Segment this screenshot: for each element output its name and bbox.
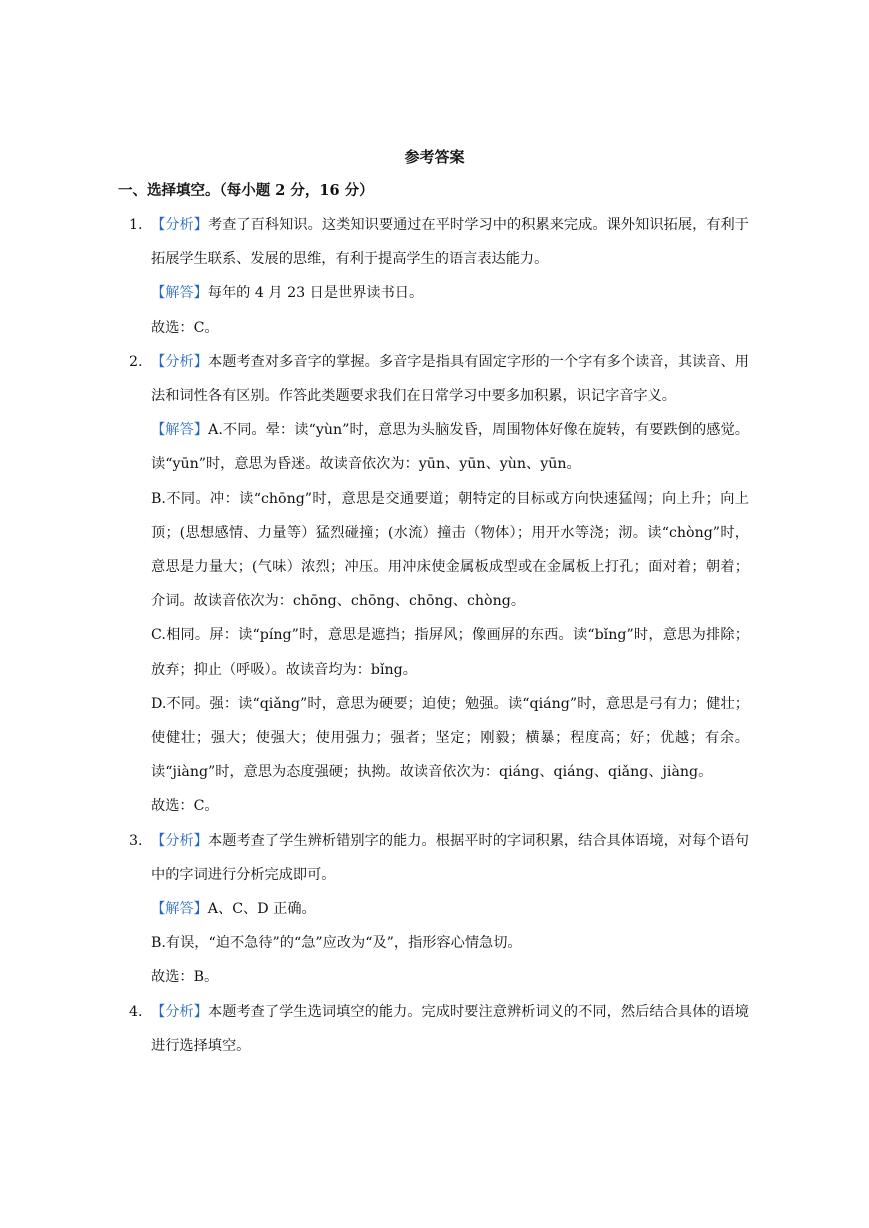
question-3-paragraph-b: B.有误，“迫不急待”的“急”应改为“及”，指形容心情急切。 bbox=[151, 935, 522, 952]
analysis-tag: 【分析】 bbox=[151, 832, 208, 849]
analysis-text: 本题考查了学生选词填空的能力。完成时要注意辨析词义的不同，然后结合具体的语境进行选择填空。 bbox=[151, 1003, 749, 1054]
question-3-choice: 故选：B。 bbox=[151, 969, 219, 986]
question-1-choice: 故选：C。 bbox=[151, 319, 219, 336]
question-number: 1. bbox=[129, 217, 143, 233]
section-heading: 一、选择填空。（每小题 2 分，16 分） bbox=[118, 182, 374, 199]
question-number: 4. bbox=[129, 1003, 143, 1020]
analysis-text: 本题考查了学生辨析错别字的能力。根据平时的字词积累，结合具体语境，对每个语句中的字词进行分析完成即可。 bbox=[151, 832, 749, 883]
analysis-tag: 【分析】 bbox=[151, 217, 208, 233]
answer-text: 每年的 4 月 23 日是世界读书日。 bbox=[207, 285, 424, 302]
answer-tag: 【解答】 bbox=[151, 422, 209, 439]
question-3-analysis bbox=[129, 824, 749, 892]
question-2-paragraph-c: C.相同。屏：读“píng”时，意思是遮挡；指屏风；像画屏的东西。读“bǐng”时，意思为排除；放弃；抑止（呼吸）。故读音均为：bǐng。 bbox=[151, 627, 749, 678]
question-1-answer bbox=[129, 276, 749, 310]
analysis-text: 考查了百科知识。这类知识要通过在平时学习中的积累来完成。课外知识拓展，有利于拓展学生联系、发展的思维，有利于提高学生的语言表达能力。 bbox=[151, 217, 749, 268]
question-number: 3. bbox=[129, 832, 143, 849]
answer-content bbox=[129, 208, 749, 1063]
question-2-paragraph-b: B.不同。冲：读“chōng”时，意思是交通要道；朝特定的目标或方向快速猛闯；向上升；向上顶；(思想感情、力量等）猛烈碰撞；(水流）撞击（物体）；用开水等浇；沏。读“chòng”时，意思是力量大；(气味）浓烈；冲压。用冲床使金属板成型或在金属板上打孔；面对着；朝着；介词。故读音依次为：chōng、chōng、chōng、chòng。 bbox=[151, 490, 749, 610]
analysis-text: 本题考查对多音字的掌握。多音字是指具有固定字形的一个字有多个读音，其读音、用法和词性各有区别。作答此类题要求我们在日常学习中要多加积累，识记字音字义。 bbox=[151, 353, 749, 405]
question-2-choice: 故选：C。 bbox=[151, 798, 219, 815]
question-2-paragraph-d: D.不同。强：读“qiǎng”时，意思为硬要；迫使；勉强。读“qiáng”时，意思是弓有力；健壮；使健壮；强大；使强大；使用强力；强者；坚定；刚毅；横暴；程度高；好；优越；有余。读“jiàng”时，意思为态度强硬；执拗。故读音依次为：qiáng、qiáng、qiǎng、jiàng。 bbox=[151, 695, 749, 781]
page-title: 参考答案 bbox=[404, 148, 465, 166]
answer-tag: 【解答】 bbox=[151, 285, 208, 302]
question-2-analysis bbox=[129, 345, 749, 413]
answer-text: A.不同。晕：读“yùn”时，意思为头脑发昏，周围物体好像在旋转，有要跌倒的感觉。读“yūn”时，意思为昏迷。故读音依次为：yūn、yūn、yùn、yūn。 bbox=[151, 422, 749, 473]
question-1-analysis bbox=[129, 208, 749, 276]
analysis-tag: 【分析】 bbox=[151, 1003, 208, 1020]
analysis-tag: 【分析】 bbox=[151, 353, 208, 370]
answer-text: A、C、D 正确。 bbox=[207, 901, 316, 918]
question-4-analysis bbox=[129, 995, 749, 1063]
question-3-answer bbox=[129, 892, 749, 926]
answer-tag: 【解答】 bbox=[151, 901, 208, 918]
question-number: 2. bbox=[129, 353, 143, 370]
question-2-answer bbox=[129, 413, 749, 481]
